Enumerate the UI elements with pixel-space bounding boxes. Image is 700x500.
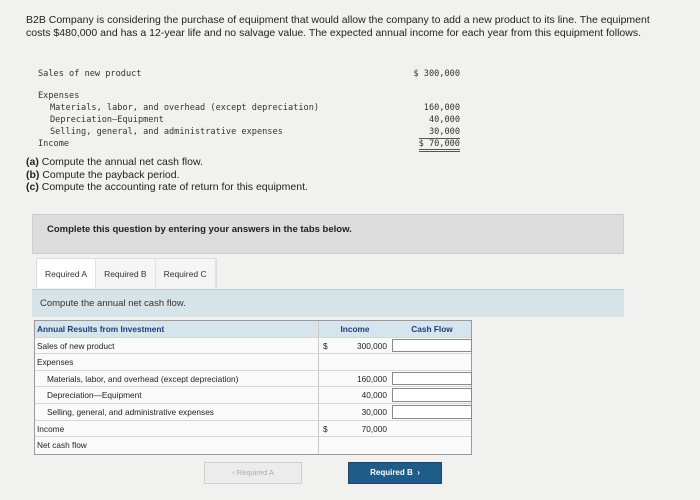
answer-row [35,437,471,454]
tab-required-b[interactable]: Required B [96,259,156,288]
question-text: Compute the annual net cash flow. [38,156,203,168]
cash-flow-cell [391,421,473,437]
question-tag: (b) [26,168,40,181]
cash-flow-cell [391,387,473,403]
next-button-label: Required B [370,468,413,477]
income-row-label: Income [38,139,70,149]
required-tabs [36,258,217,288]
answer-row-label: Income [35,421,319,437]
income-row [38,68,468,80]
currency-symbol: $ [323,423,328,434]
income-row-label: Sales of new product [38,69,142,79]
question-text: Compute the payback period. [39,168,180,181]
question-text: Compute the accounting rate of return for this equipment. [38,181,308,193]
income-row-label: Materials, labor, and overhead (except depreciation) [50,103,320,113]
income-statement [38,68,468,150]
next-required-button[interactable] [348,462,442,484]
answer-row [35,387,471,404]
tab-instruction-text: Compute the annual net cash flow. [40,298,186,309]
cash-flow-input[interactable] [392,372,472,386]
tab-required-a[interactable]: Required A [37,259,96,288]
income-row-amount: 40,000 [428,115,460,125]
question-item [26,181,308,194]
header-cash-flow: Cash Flow [411,324,453,334]
income-row-amount: $ 70,000 [419,138,460,152]
income-row-label: Selling, general, and administrative expenses [50,127,283,137]
instruction-banner [32,214,624,254]
prev-required-button[interactable] [204,462,302,484]
income-value: 30,000 [361,406,387,417]
income-row [38,90,468,102]
prev-button-label: Required A [236,468,274,477]
cash-flow-cell [391,437,473,454]
header-annual-results: Annual Results from Investment [35,321,319,337]
cash-flow-cell [391,354,473,370]
chevron-left-icon: ‹ [232,468,235,477]
income-value [337,437,389,454]
income-value [337,354,389,370]
income-row-amount: $ 300,000 [413,69,460,79]
cash-flow-cell [391,371,473,387]
income-row [38,114,468,126]
question-tag: (a) [26,156,39,168]
question-list [26,156,308,194]
income-row-label: Expenses [38,91,80,101]
income-row [38,102,468,114]
currency-symbol: $ [323,340,328,351]
cash-flow-input[interactable] [392,405,472,419]
answer-row [35,421,471,438]
cash-flow-cell [391,404,473,420]
question-tag: (c) [26,181,39,193]
answer-row [35,338,471,355]
tab-required-c[interactable]: Required C [156,259,216,288]
question-item [26,156,308,169]
income-value: 40,000 [361,390,387,401]
answer-row [35,354,471,371]
income-row-amount: 160,000 [423,103,460,113]
answer-row-label: Materials, labor, and overhead (except depreciation) [35,371,319,387]
problem-statement: B2B Company is considering the purchase of equipment that would allow the company to add a new product to its line. The equipment costs $480,000 and has a 12-year life and no salvage value. The expected annual income for each year from this equipment follows. [26,14,650,39]
answer-row [35,404,471,421]
answer-row-label: Depreciation—Equipment [35,387,319,403]
income-value: 300,000 [357,340,387,351]
cash-flow-input[interactable] [392,388,472,402]
income-row-label: Depreciation—Equipment [50,115,164,125]
income-row-amount: 30,000 [428,127,460,137]
chevron-right-icon: › [415,468,420,477]
income-row [38,138,468,150]
answer-row [35,371,471,388]
income-value: 160,000 [357,373,387,384]
question-item [26,169,308,182]
answer-row-label: Net cash flow [35,437,319,454]
answer-table-header [35,321,471,338]
income-row [38,126,468,138]
answer-table [34,320,472,455]
cash-flow-input[interactable] [392,339,472,353]
header-income: Income [340,324,370,334]
answer-row-label: Selling, general, and administrative expenses [35,404,319,420]
instruction-text: Complete this question by entering your answers in the tabs below. [47,224,352,235]
answer-row-label: Sales of new product [35,338,319,354]
answer-row-label: Expenses [35,354,319,370]
cash-flow-cell [391,338,473,354]
tab-instruction-bar [32,289,624,317]
income-value: 70,000 [361,423,387,434]
